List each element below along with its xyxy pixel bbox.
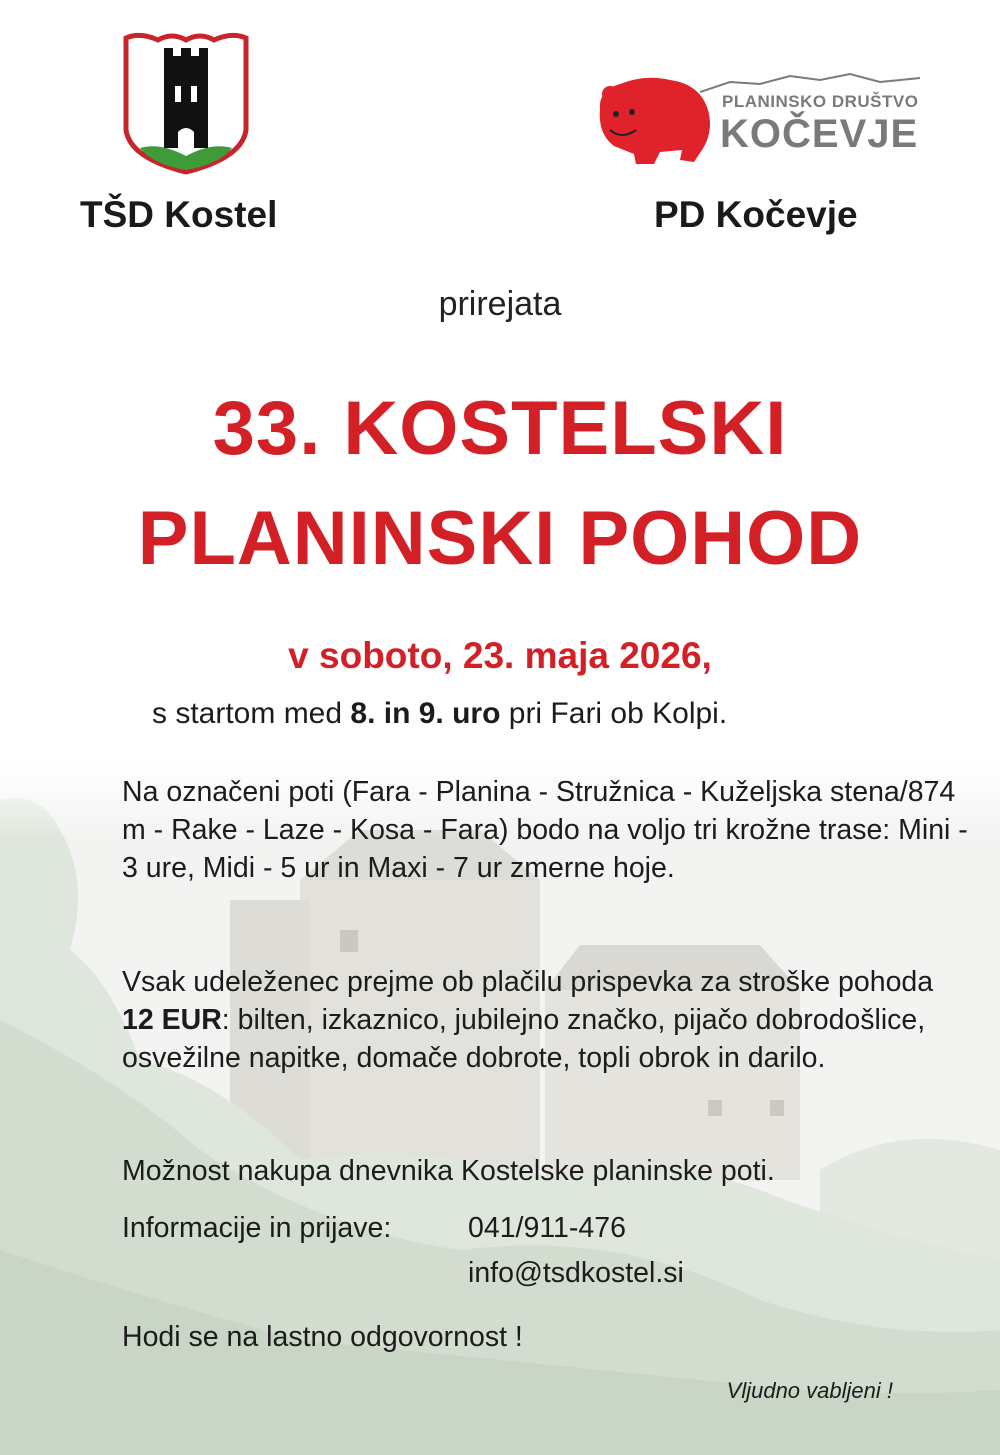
right-organizer-name: PD Kočevje bbox=[654, 194, 858, 235]
route-paragraph: Na označeni poti (Fara - Planina - Stružnica - Kuželjska stena/874 m - Rake - Laze - Kosa - Fara) bodo na voljo tri krožne trase: Mini - 3 ure, Midi - 5 ur in Maxi - 7 ur zmerne hoje. bbox=[122, 776, 968, 884]
diary-paragraph: Možnost nakupa dnevnika Kostelske planinske poti. bbox=[122, 1155, 775, 1187]
mountain-outline-icon bbox=[700, 70, 920, 94]
responsibility-warning: Hodi se na lastno odgovornost ! bbox=[122, 1321, 523, 1353]
fee-amount: 12 EUR bbox=[122, 1004, 222, 1036]
closing-invitation: Vljudno vabljeni ! bbox=[726, 1378, 893, 1403]
fee-text-before: Vsak udeleženec prejme ob plačilu prispevka za stroške pohoda bbox=[122, 966, 934, 998]
tsd-kostel-coat-of-arms-logo bbox=[120, 30, 252, 176]
event-title-line-2: PLANINSKI POHOD bbox=[137, 496, 863, 581]
bear-icon bbox=[590, 70, 715, 170]
start-text-after: pri Fari ob Kolpi. bbox=[500, 697, 728, 730]
intro-text: prirejata bbox=[438, 285, 562, 323]
pd-kocevje-logo bbox=[590, 70, 920, 170]
info-phone[interactable]: 041/911-476 bbox=[468, 1212, 626, 1244]
start-time: 8. in 9. uro bbox=[350, 697, 501, 730]
info-email[interactable]: info@tsdkostel.si bbox=[468, 1257, 684, 1289]
logo-title: KOČEVJE bbox=[720, 112, 919, 156]
event-title-line-1: 33. KOSTELSKI bbox=[212, 386, 788, 471]
logo-subtitle: PLANINSKO DRUŠTVO bbox=[722, 92, 919, 111]
left-organizer-name: TŠD Kostel bbox=[80, 194, 278, 235]
info-label: Informacije in prijave: bbox=[122, 1212, 392, 1244]
event-date: v soboto, 23. maja 2026, bbox=[288, 635, 712, 676]
fee-text-after: : bilten, izkaznico, jubilejno značko, pijačo dobrodošlice, osvežilne napitke, domače dobrote, topli obrok in darilo. bbox=[122, 1004, 926, 1074]
start-text-before: s startom med bbox=[152, 697, 351, 730]
start-info bbox=[152, 697, 727, 731]
fee-paragraph bbox=[122, 963, 972, 1077]
